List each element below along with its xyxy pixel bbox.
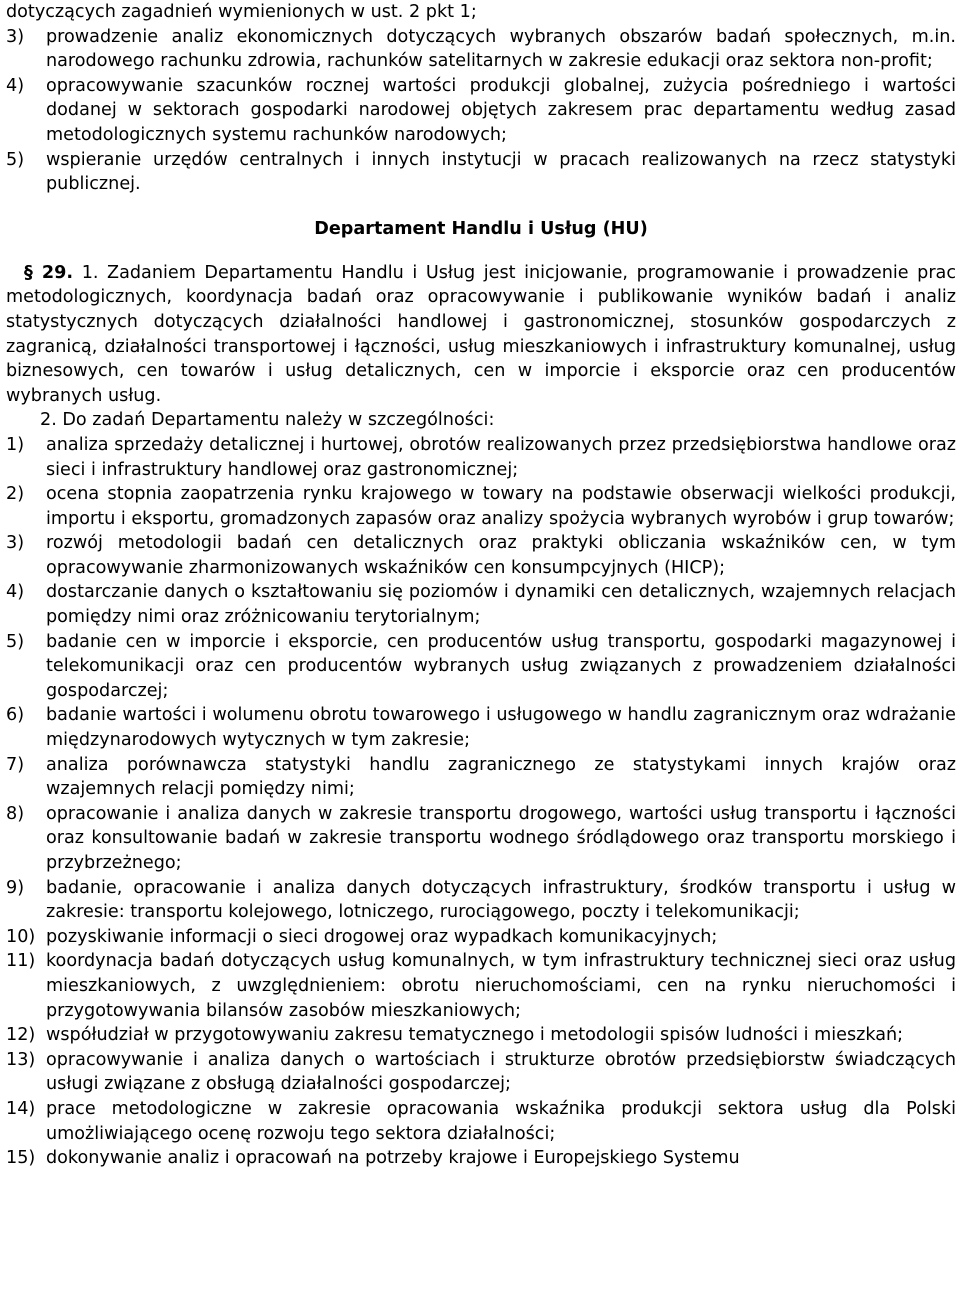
list-item xyxy=(6,1048,956,1097)
list-item xyxy=(6,148,956,197)
list-item xyxy=(6,1023,956,1048)
item-number: 4) xyxy=(6,75,25,96)
list-item xyxy=(6,580,956,629)
list-item xyxy=(6,703,956,752)
list-item xyxy=(6,876,956,925)
item-text: prowadzenie analiz ekonomicznych dotyczących wybranych obszarów badań społecznych, m.in. narodowego rachunku zdrowia, rachunków satelitarnych w zakresie edukacji oraz sektora non-profit; xyxy=(46,26,956,72)
section-paragraph-2: 2. Do zadań Departamentu należy w szczególności: xyxy=(40,410,495,431)
section-heading: Departament Handlu i Usług (HU) xyxy=(314,218,648,239)
list-item xyxy=(6,74,956,148)
item-number: 8) xyxy=(6,803,25,824)
item-number: 7) xyxy=(6,754,25,775)
list-b xyxy=(6,433,956,1171)
list-a xyxy=(6,25,956,197)
list-item xyxy=(6,1146,956,1171)
section-paragraph-1-text: 1. Zadaniem Departamentu Handlu i Usług jest inicjowanie, programowanie i prowadzenie prac metodologicznych, koordynacja badań oraz opracowywanie i publikowanie wyników badań i analiz statystycznych dotyczących działalności handlowej i gastronomicznej, stosunków gospodarczych z zagranicą, działalności transportowej i łączności, usług mieszkaniowych i infrastruktury komunalnej, usług biznesowych, cen towarów i usług detalicznych, cen w imporcie i eksporcie oraz cen producentów wybranych usług. xyxy=(6,262,957,406)
item-text: badanie cen w imporcie i eksporcie, cen producentów usług transportu, gospodarki magazynowej i telekomunikacji oraz cen producentów wybranych usług związanych z prowadzeniem działalności gospodarczej; xyxy=(46,631,956,701)
list-item xyxy=(6,25,956,74)
section-paragraph-1 xyxy=(6,261,956,409)
list-item xyxy=(6,802,956,876)
item-number: 4) xyxy=(6,582,25,603)
list-item xyxy=(6,630,956,704)
item-text: dostarczanie danych o kształtowaniu się poziomów i dynamiki cen detalicznych, wzajemnych relacjach pomiędzy nimi oraz zróżnicowaniu terytorialnym; xyxy=(46,582,956,628)
section-sign: § 29. xyxy=(24,262,74,283)
intro-continuation: dotyczących zagadnień wymienionych w ust. 2 pkt 1; xyxy=(6,2,477,22)
item-text: dokonywanie analiz i opracowań na potrzeby krajowe i Europejskiego Systemu xyxy=(46,1148,740,1169)
item-text: rozwój metodologii badań cen detalicznych oraz praktyki obliczania wskaźników cen, w tym opracowywanie zharmonizowanych wskaźników cen konsumpcyjnych (HICP); xyxy=(46,533,956,578)
item-number: 13) xyxy=(6,1049,36,1070)
item-text: badanie, opracowanie i analiza danych dotyczących infrastruktury, środków transportu i usług w zakresie: transportu kolejowego, lotniczego, rurociągowego, poczty i telekomunikacji; xyxy=(46,877,956,923)
item-number: 5) xyxy=(6,149,25,170)
item-text: pozyskiwanie informacji o sieci drogowej oraz wypadkach komunikacyjnych; xyxy=(46,926,718,947)
item-number: 11) xyxy=(6,951,36,972)
item-text: opracowywanie szacunków rocznej wartości produkcji globalnej, zużycia pośredniego i wartości dodanej w sektorach gospodarki narodowej objętych zakresem prac departamentu według zasad metodologicznych systemu rachunków narodowych; xyxy=(46,75,956,145)
item-text: ocena stopnia zaopatrzenia rynku krajowego w towary na podstawie obserwacji wielkości produkcji, importu i eksportu, gromadzonych zapasów oraz analizy spożycia wybranych wyrobów i grup towarów; xyxy=(46,484,956,529)
item-text: badanie wartości i wolumenu obrotu towarowego i usługowego w handlu zagranicznym oraz wdrażanie międzynarodowych wytycznych w tym zakresie; xyxy=(46,705,956,751)
item-text: analiza porównawcza statystyki handlu zagranicznego ze statystykami innych krajów oraz wzajemnych relacji pomiędzy nimi; xyxy=(46,754,956,800)
item-number: 3) xyxy=(6,533,25,554)
item-number: 12) xyxy=(6,1025,36,1046)
list-item xyxy=(6,753,956,802)
list-item xyxy=(6,482,956,531)
item-number: 14) xyxy=(6,1098,36,1119)
item-number: 10) xyxy=(6,926,36,947)
list-item xyxy=(6,433,956,482)
item-number: 1) xyxy=(6,434,25,455)
list-item xyxy=(6,531,956,580)
item-text: wspieranie urzędów centralnych i innych instytucji w pracach realizowanych na rzecz statystyki publicznej. xyxy=(46,149,956,195)
item-number: 6) xyxy=(6,705,25,726)
item-text: współudział w przygotowywaniu zakresu tematycznego i metodologii spisów ludności i mieszkań; xyxy=(46,1025,904,1046)
list-item xyxy=(6,925,956,950)
item-text: analiza sprzedaży detalicznej i hurtowej, obrotów realizowanych przez przedsiębiorstwa handlowe oraz sieci i infrastruktury handlowej oraz gastronomicznej; xyxy=(46,434,956,480)
item-number: 2) xyxy=(6,484,25,505)
item-number: 9) xyxy=(6,877,25,898)
item-number: 5) xyxy=(6,631,25,652)
item-text: koordynacja badań dotyczących usług komunalnych, w tym infrastruktury technicznej sieci oraz usług mieszkaniowych, z uwzględnieniem: obrotu nieruchomościami, cen na rynku nieruchomości i przygotowywania bilansów zasobów mieszkaniowych; xyxy=(46,951,956,1021)
item-text: opracowanie i analiza danych w zakresie transportu drogowego, wartości usług transportu i łączności oraz konsultowanie badań w zakresie transportu wodnego śródlądowego oraz transportu morskiego i przybrzeżnego; xyxy=(46,803,956,873)
item-text: opracowywanie i analiza danych o wartościach i strukturze obrotów przedsiębiorstw świadczących usługi związane z obsługą działalności gospodarczej; xyxy=(46,1049,956,1095)
item-text: prace metodologiczne w zakresie opracowania wskaźnika produkcji sektora usług dla Polski umożliwiającego ocenę rozwoju tego sektora działalności; xyxy=(46,1098,956,1144)
item-number: 15) xyxy=(6,1148,36,1169)
item-number: 3) xyxy=(6,26,25,47)
document-page xyxy=(6,0,956,1171)
list-item xyxy=(6,1097,956,1146)
list-item xyxy=(6,949,956,1023)
